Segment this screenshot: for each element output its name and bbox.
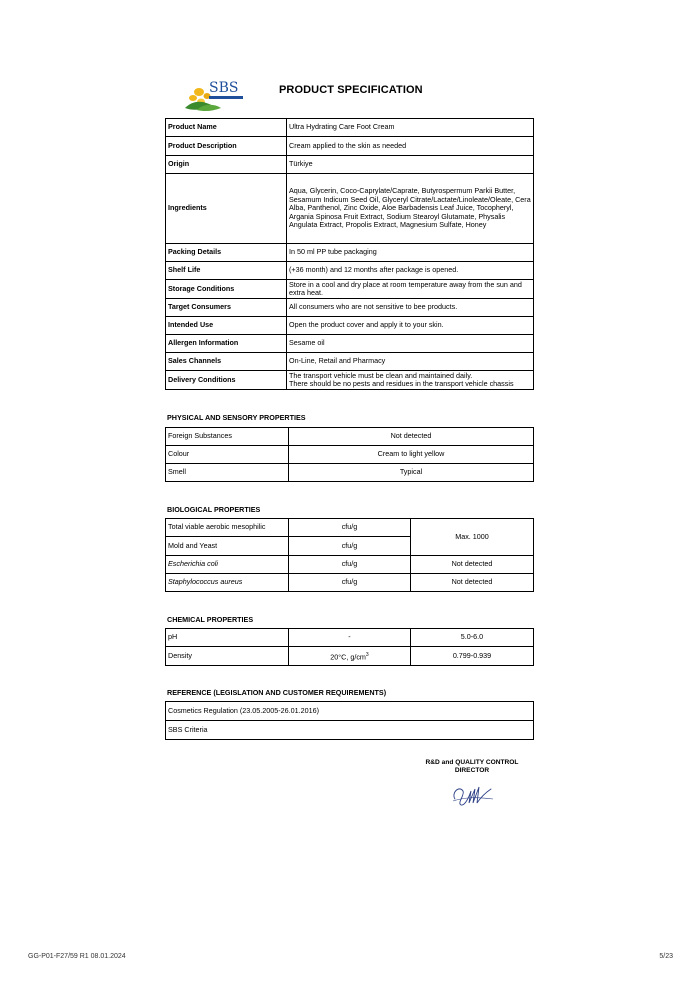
biological-label: Total viable aerobic mesophilic bbox=[166, 519, 289, 537]
product-spec-table bbox=[165, 118, 534, 390]
spec-label: Origin bbox=[166, 156, 287, 174]
biological-merged-value: Max. 1000 bbox=[411, 519, 534, 556]
table-row bbox=[166, 446, 534, 464]
biological-label: Staphylococcus aureus bbox=[166, 574, 289, 592]
biological-unit: cfu/g bbox=[289, 519, 411, 537]
spec-label: Delivery Conditions bbox=[166, 371, 287, 390]
table-row bbox=[166, 647, 534, 666]
physical-section-title: PHYSICAL AND SENSORY PROPERTIES bbox=[167, 413, 306, 422]
density-unit-sup: 3 bbox=[365, 651, 369, 658]
spec-value: Store in a cool and dry place at room temperature away from the sun and extra heat. bbox=[287, 280, 534, 299]
table-row bbox=[166, 574, 534, 592]
reference-item: SBS Criteria bbox=[166, 721, 534, 740]
table-row bbox=[166, 119, 534, 137]
signature-title-line-2: DIRECTOR bbox=[454, 767, 490, 774]
spec-label: Allergen Information bbox=[166, 335, 287, 353]
chemical-section-title: CHEMICAL PROPERTIES bbox=[167, 615, 254, 624]
physical-label: Foreign Substances bbox=[166, 428, 289, 446]
table-row bbox=[166, 299, 534, 317]
table-row bbox=[166, 428, 534, 446]
table-row bbox=[166, 137, 534, 156]
signature-title bbox=[420, 759, 524, 775]
density-unit-text: 20°C, g/cm bbox=[330, 651, 366, 661]
spec-label: Storage Conditions bbox=[166, 280, 287, 299]
physical-label: Colour bbox=[166, 446, 289, 464]
chemical-label: pH bbox=[166, 629, 289, 647]
biological-section-title: BIOLOGICAL PROPERTIES bbox=[167, 505, 261, 514]
physical-properties-table bbox=[165, 427, 534, 482]
spec-label: Product Name bbox=[166, 119, 287, 137]
spec-value: Aqua, Glycerin, Coco-Caprylate/Caprate, Butyrospermum Parkii Butter, Sesamum Indicum Seed Oil, Glyceryl Citrate/Lactate/Linoleate/Oleate, Cera Alba, Panthenol, Zinc Oxide, Aloe Barbadensis Leaf Juice, Tocopheryl, Argania Spinosa Fruit Extract, Sodium Stearoyl Glutamate, Physalis Angulata Extract, Propolis Extract, Magnesium Sulfate, Honey bbox=[287, 174, 534, 244]
spec-label: Target Consumers bbox=[166, 299, 287, 317]
delivery-line-1: The transport vehicle must be clean and maintained daily. bbox=[289, 370, 473, 380]
table-row bbox=[166, 519, 534, 537]
spec-value: Open the product cover and apply it to your skin. bbox=[287, 317, 534, 335]
svg-text:SBS: SBS bbox=[209, 80, 239, 96]
chemical-properties-table bbox=[165, 628, 534, 666]
table-row bbox=[166, 317, 534, 335]
table-row bbox=[166, 353, 534, 371]
chemical-unit bbox=[289, 647, 411, 666]
table-row bbox=[166, 556, 534, 574]
spec-value: All consumers who are not sensitive to bee products. bbox=[287, 299, 534, 317]
chemical-value: 0.799-0.939 bbox=[411, 647, 534, 666]
sbs-logo bbox=[183, 78, 249, 112]
spec-label: Ingredients bbox=[166, 174, 287, 244]
table-row bbox=[166, 629, 534, 647]
chemical-unit: - bbox=[289, 629, 411, 647]
spec-label: Packing Details bbox=[166, 244, 287, 262]
spec-value: Sesame oil bbox=[287, 335, 534, 353]
chemical-label: Density bbox=[166, 647, 289, 666]
table-row bbox=[166, 335, 534, 353]
physical-label: Smell bbox=[166, 464, 289, 482]
signature-title-line-1: R&D and QUALITY CONTROL bbox=[425, 759, 519, 766]
spec-label: Product Description bbox=[166, 137, 287, 156]
table-row bbox=[166, 174, 534, 244]
handwritten-signature bbox=[447, 779, 497, 809]
delivery-line-2: There should be no pests and residues in the transport vehicle chassis bbox=[289, 379, 514, 388]
biological-unit: cfu/g bbox=[289, 574, 411, 592]
table-row bbox=[166, 244, 534, 262]
document-code: GG-P01-F27/59 R1 08.01.2024 bbox=[28, 953, 126, 960]
spec-value: On-Line, Retail and Pharmacy bbox=[287, 353, 534, 371]
spec-label: Shelf Life bbox=[166, 262, 287, 280]
biological-value: Not detected bbox=[411, 556, 534, 574]
physical-value: Not detected bbox=[289, 428, 534, 446]
page-number: 5/23 bbox=[659, 953, 673, 960]
spec-value: Ultra Hydrating Care Foot Cream bbox=[287, 119, 534, 137]
biological-label: Escherichia coli bbox=[166, 556, 289, 574]
biological-value: Not detected bbox=[411, 574, 534, 592]
spec-label: Sales Channels bbox=[166, 353, 287, 371]
table-row bbox=[166, 371, 534, 390]
biological-unit: cfu/g bbox=[289, 556, 411, 574]
spec-value: In 50 ml PP tube packaging bbox=[287, 244, 534, 262]
table-row bbox=[166, 156, 534, 174]
reference-section-title: REFERENCE (LEGISLATION AND CUSTOMER REQUIREMENTS) bbox=[167, 688, 387, 697]
physical-value: Cream to light yellow bbox=[289, 446, 534, 464]
spec-value: (+36 month) and 12 months after package is opened. bbox=[287, 262, 534, 280]
spec-value: Cream applied to the skin as needed bbox=[287, 137, 534, 156]
table-row bbox=[166, 702, 534, 721]
page-title: PRODUCT SPECIFICATION bbox=[279, 84, 423, 96]
spec-value: Türkiye bbox=[287, 156, 534, 174]
table-row bbox=[166, 280, 534, 299]
spec-label: Intended Use bbox=[166, 317, 287, 335]
table-row bbox=[166, 262, 534, 280]
biological-properties-table bbox=[165, 518, 534, 592]
chemical-value: 5.0-6.0 bbox=[411, 629, 534, 647]
table-row bbox=[166, 464, 534, 482]
table-row bbox=[166, 721, 534, 740]
reference-item: Cosmetics Regulation (23.05.2005-26.01.2016) bbox=[166, 702, 534, 721]
physical-value: Typical bbox=[289, 464, 534, 482]
biological-label: Mold and Yeast bbox=[166, 537, 289, 556]
biological-unit: cfu/g bbox=[289, 537, 411, 556]
spec-value bbox=[287, 371, 534, 390]
reference-table bbox=[165, 701, 534, 740]
